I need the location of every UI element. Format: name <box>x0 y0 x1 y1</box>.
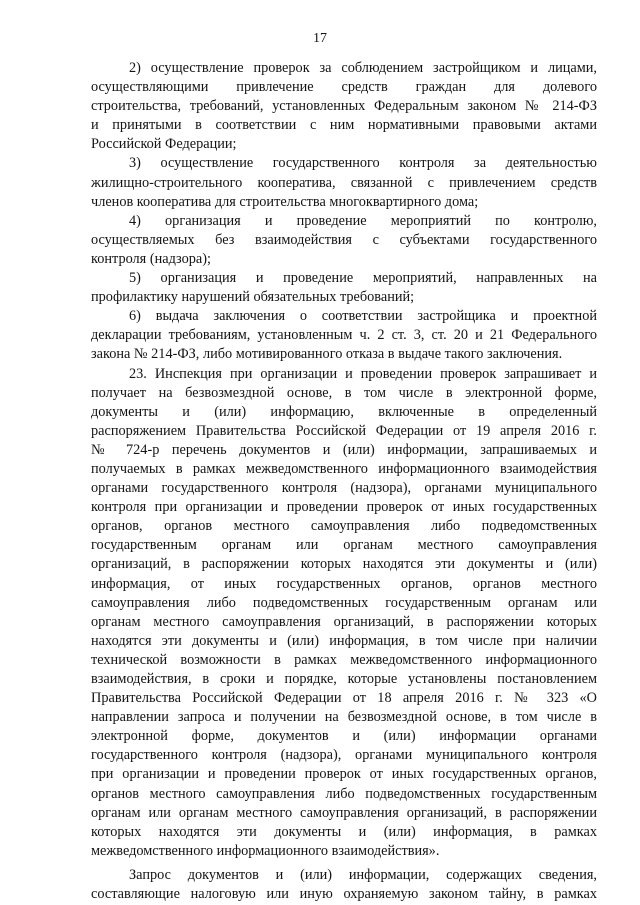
text-line: Запрос документов и (или) информации, содержащих сведения, <box>129 866 597 883</box>
text-line: получает на безвозмездной основе, в том числе в электронной форме, <box>91 384 597 401</box>
text-line: государственным органам или органам местного самоуправления <box>91 537 597 554</box>
text-line: жилищно-строительного кооператива, связанной с привлечением средств <box>91 174 597 191</box>
text-line: самоуправления либо подведомственных государственным органам или <box>91 594 597 611</box>
text-line: закона № 214-ФЗ, либо мотивированного отказа в выдаче такого заключения. <box>91 346 563 363</box>
text-line: органам или органам местного самоуправления организаций, в распоряжении <box>91 804 597 821</box>
text-line: членов кооператива для строительства многоквартирного дома; <box>91 193 479 210</box>
text-line: получаемых в рамках межведомственного информационного взаимодействия <box>91 460 597 477</box>
text-line: при организации и проведении проверок от иных государственных органов, <box>91 766 597 783</box>
text-line: взаимодействия, в сроки и порядке, которые установлены постановлением <box>91 671 597 687</box>
text-line: 2) осуществление проверок за соблюдением застройщиком и лицами, <box>129 60 597 76</box>
text-line: информация, от иных государственных органов, органов местного <box>91 575 597 592</box>
text-line: Правительства Российской Федерации от 18 апреля 2016 г. № 323 «О <box>91 690 597 707</box>
text-line: контроля при организации и проведении проверок от иных государственных <box>91 499 597 516</box>
text-line: № 724-р перечень документов и (или) информации, запрашиваемых и <box>91 441 597 458</box>
text-line: 23. Инспекция при организации и проведении проверок запрашивает и <box>129 365 597 382</box>
text-line: распоряжением Правительства Российской Федерации от 19 апреля 2016 г. <box>91 422 597 439</box>
text-line: которых находятся эти документы и (или) информация, в рамках <box>91 823 597 840</box>
text-line: Российской Федерации; <box>91 136 237 153</box>
text-line: государственного контроля (надзора), органами муниципального контроля <box>91 747 597 764</box>
text-line: межведомственного информационного взаимодействия». <box>91 842 440 859</box>
text-line: органам местного самоуправления организаций, в распоряжении которых <box>91 613 597 630</box>
text-line: направлении запроса и получении на безвозмездной основе, в том числе в <box>91 709 597 726</box>
text-line: технической возможности в рамках межведомственного информационного <box>91 651 597 668</box>
text-line: находятся эти документы и (или) информация, в том числе при наличии <box>91 632 597 649</box>
text-line: осуществляющими привлечение средств граждан для долевого <box>91 79 597 96</box>
text-line: строительства, требований, установленных Федеральным законом № 214-ФЗ <box>91 98 597 115</box>
document-body <box>91 59 597 904</box>
text-line: органов местного самоуправления либо подведомственных государственным <box>91 785 597 802</box>
text-line: 3) осуществление государственного контроля за деятельностью <box>129 155 597 172</box>
text-line: органами государственного контроля (надзора), органами муниципального <box>91 480 597 497</box>
text-line: организаций, в распоряжении которых находятся эти документы и (или) <box>91 556 597 573</box>
text-line: профилактику нарушений обязательных требований; <box>91 289 415 306</box>
text-line: электронной форме, документов и (или) информации органами <box>91 728 597 745</box>
text-line: документы и (или) информацию, включенные в определенный <box>91 403 597 420</box>
text-line: контроля (надзора); <box>91 250 211 267</box>
page-number: 17 <box>313 31 327 46</box>
text-line: декларации требованиям, установленным ч. 2 ст. 3, ст. 20 и 21 Федерального <box>91 327 597 344</box>
text-line: 4) организация и проведение мероприятий по контролю, <box>129 212 597 229</box>
text-line: органов, органов местного самоуправления либо подведомственных <box>91 518 597 535</box>
text-line: и принятыми в соответствии с ним нормативными правовыми актами <box>91 117 597 134</box>
text-line: осуществляемых без взаимодействия с субъектами государственного <box>91 231 597 248</box>
text-line: 5) организация и проведение мероприятий, направленных на <box>129 270 597 287</box>
text-line: 6) выдача заключения о соответствии застройщика и проектной <box>129 308 597 325</box>
text-line: составляющие налоговую или иную охраняемую законом тайну, в рамках <box>91 886 597 903</box>
